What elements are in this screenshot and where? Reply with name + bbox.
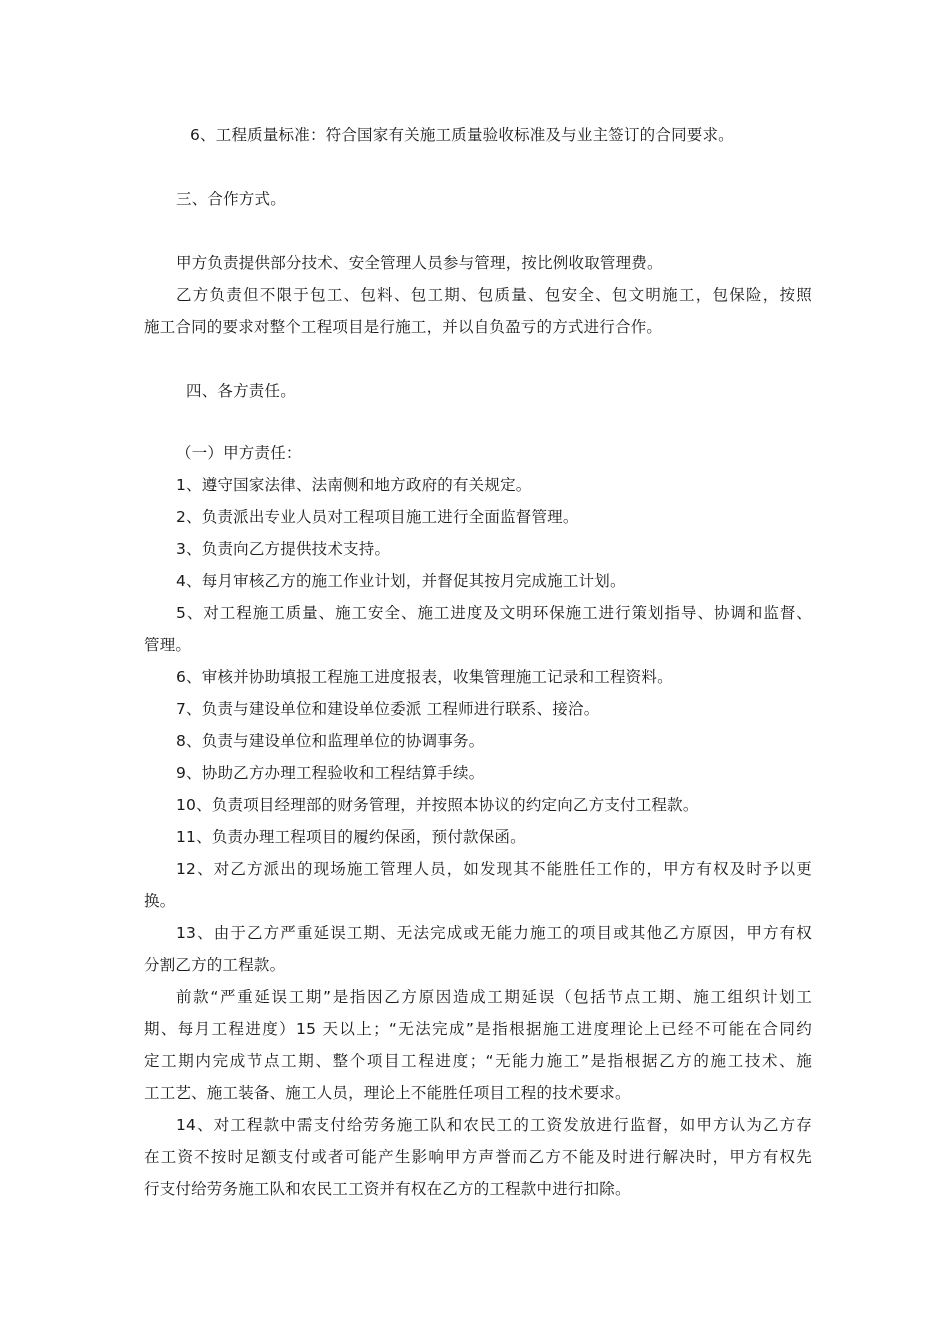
paragraph-party-a-management: 甲方负责提供部分技术、安全管理人员参与管理，按比例收取管理费。 (176, 254, 663, 272)
list-item: 1、遵守国家法律、法南侧和地方政府的有关规定。 (176, 476, 532, 494)
note-paragraph-line4: 工工艺、施工装备、施工人员，理论上不能胜任项目工程的技术要求。 (144, 1084, 631, 1102)
paragraph-quality-standard: 6、工程质量标准：符合国家有关施工质量验收标准及与业主签订的合同要求。 (190, 126, 734, 144)
paragraph-party-b-responsibility-line2: 施工合同的要求对整个工程项目是行施工，并以自负盈亏的方式进行合作。 (144, 318, 663, 336)
section-heading-cooperation: 三、合作方式。 (176, 190, 286, 208)
list-item-continuation: 换。 (144, 892, 176, 910)
list-item-continuation: 行支付给劳务施工队和农民工工资并有权在乙方的工程款中进行扣除。 (144, 1180, 631, 1198)
list-item: 5、对工程施工质量、施工安全、施工进度及文明环保施工进行策划指导、协调和监督、 (176, 604, 812, 622)
list-item: 9、协助乙方办理工程验收和工程结算手续。 (176, 764, 485, 782)
list-item: 10、负责项目经理部的财务管理，并按照本协议的约定向乙方支付工程款。 (176, 796, 699, 814)
list-item: 12、对乙方派出的现场施工管理人员，如发现其不能胜任工作的，甲方有权及时予以更 (176, 860, 812, 878)
note-paragraph-line2: 期、每月工程进度）15 天以上；“无法完成”是指根据施工进度理论上已经不可能在合同约 (144, 1020, 812, 1038)
list-item: 8、负责与建设单位和监理单位的协调事务。 (176, 732, 485, 750)
subsection-heading-party-a: （一）甲方责任： (176, 444, 302, 462)
note-paragraph-line3: 定工期内完成节点工期、整个项目工程进度；“无能力施工”是指根据乙方的施工技术、施 (144, 1052, 812, 1070)
list-item: 6、审核并协助填报工程施工进度报表，收集管理施工记录和工程资料。 (176, 668, 673, 686)
list-item-continuation: 管理。 (144, 636, 192, 654)
list-item-continuation: 分割乙方的工程款。 (144, 956, 286, 974)
note-paragraph-line1: 前款“严重延误工期”是指因乙方原因造成工期延误（包括节点工期、施工组织计划工 (176, 988, 812, 1006)
section-heading-responsibilities: 四、各方责任。 (186, 382, 296, 400)
list-item: 2、负责派出专业人员对工程项目施工进行全面监督管理。 (176, 508, 579, 526)
list-item: 11、负责办理工程项目的履约保函，预付款保函。 (176, 828, 526, 846)
list-item-continuation: 在工资不按时足额支付或者可能产生影响甲方声誉而乙方不能及时进行解决时，甲方有权先 (144, 1148, 812, 1166)
list-item: 13、由于乙方严重延误工期、无法完成或无能力施工的项目或其他乙方原因，甲方有权 (176, 924, 812, 942)
list-item: 3、负责向乙方提供技术支持。 (176, 540, 391, 558)
list-item: 4、每月审核乙方的施工作业计划，并督促其按月完成施工计划。 (176, 572, 626, 590)
paragraph-party-b-responsibility-line1: 乙方负责但不限于包工、包料、包工期、包质量、包安全、包文明施工，包保险，按照 (176, 286, 812, 304)
list-item: 7、负责与建设单位和建设单位委派 工程师进行联系、接洽。 (176, 700, 600, 718)
list-item: 14、对工程款中需支付给劳务施工队和农民工的工资发放进行监督，如甲方认为乙方存 (176, 1116, 812, 1134)
